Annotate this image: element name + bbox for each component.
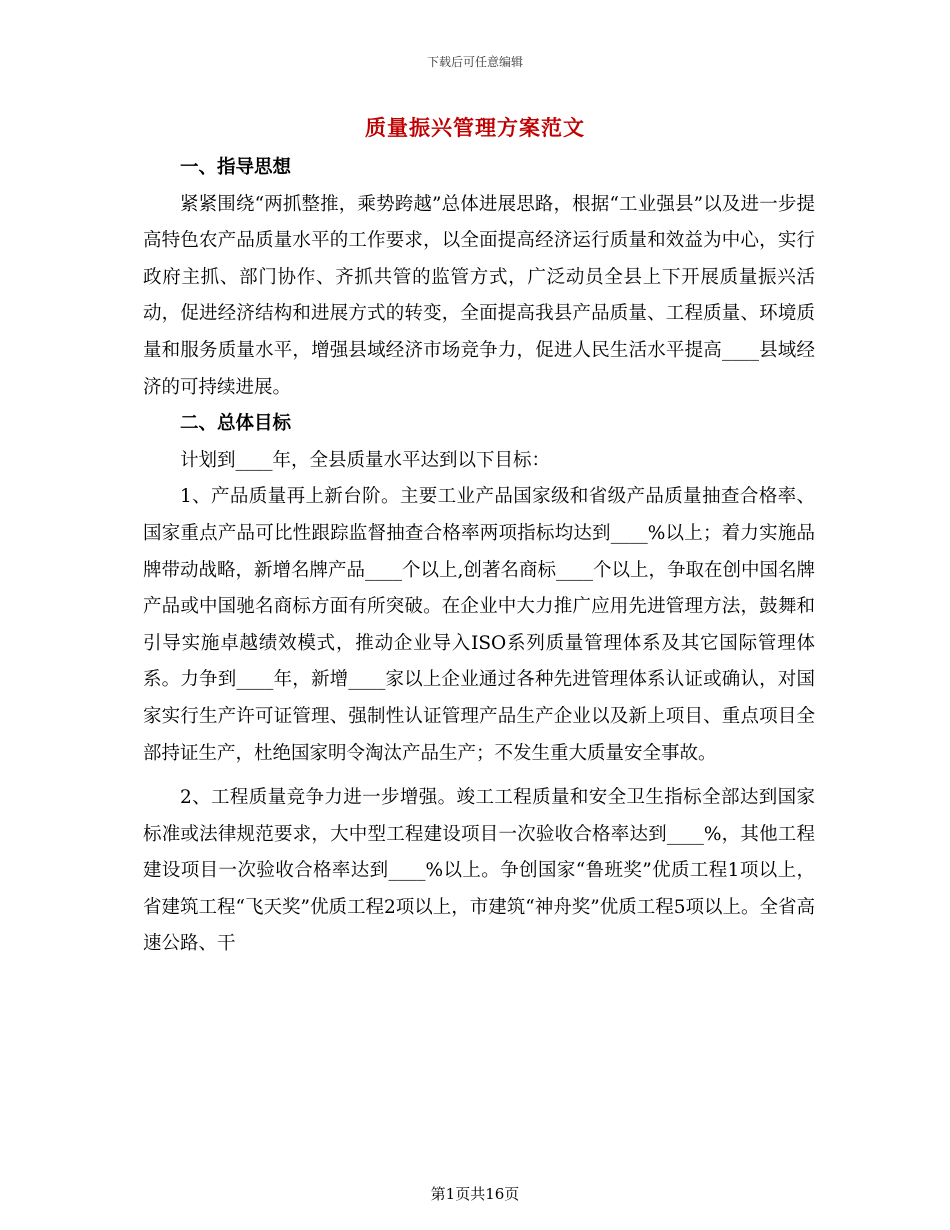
section-heading-1: 一、指导思想 [180,157,292,178]
document-title: 质量振兴管理方案范文 [365,115,585,140]
paragraph-item-2: 2、工程质量竞争力进一步增强。竣工工程质量和安全卫生指标全部达到国家标准或法律规范要求，大中型工程建设项目一次验收合格率达到____%，其他工程建设项目一次验收合格率达到____%以上。争创国家“鲁班奖”优质工程1项以上，省建筑工程“飞天奖”优质工程2项以上，市建筑“神舟奖”优质工程5项以上。全省高速公路、干 [143,787,815,955]
paragraph-item-1: 1、产品质量再上新台阶。主要工业产品国家级和省级产品质量抽查合格率、国家重点产品可比性跟踪监督抽查合格率两项指标均达到____%以上；着力实施品牌带动战略，新增名牌产品____个以上,创著名商标____个以上，争取在创中国名牌产品或中国驰名商标方面有所突破。在企业中大力推广应用先进管理方法，鼓舞和引导实施卓越绩效模式，推动企业导入ISO系列质量管理体系及其它国际管理体系。力争到____年，新增____家以上企业通过各种先进管理体系认证或确认，对国家实行生产许可证管理、强制性认证管理产品生产企业以及新上项目、重点项目全部持证生产，杜绝国家明令淘汰产品生产；不发生重大质量安全事故。 [143,486,815,764]
page-header: 下载后可任意编辑 [426,55,523,69]
paragraph-guiding-thought: 紧紧围绕“两抓整推，乘势跨越”总体进展思路，根据“工业强县”以及进一步提高特色农产品质量水平的工作要求，以全面提高经济运行质量和效益为中心，实行政府主抓、部门协作、齐抓共管的监管方式，广泛动员全县上下开展质量振兴活动，促进经济结构和进展方式的转变，全面提高我县产品质量、工程质量、环境质量和服务质量水平，增强县域经济市场竞争力，促进人民生活水平提高____县域经济的可持续进展。 [143,193,815,398]
paragraph-goals-intro: 计划到____年，全县质量水平达到以下目标： [180,449,551,471]
document-body [143,150,815,963]
section-heading-2: 二、总体目标 [180,413,292,435]
page-footer: 第1页共16页 [430,1185,520,1203]
